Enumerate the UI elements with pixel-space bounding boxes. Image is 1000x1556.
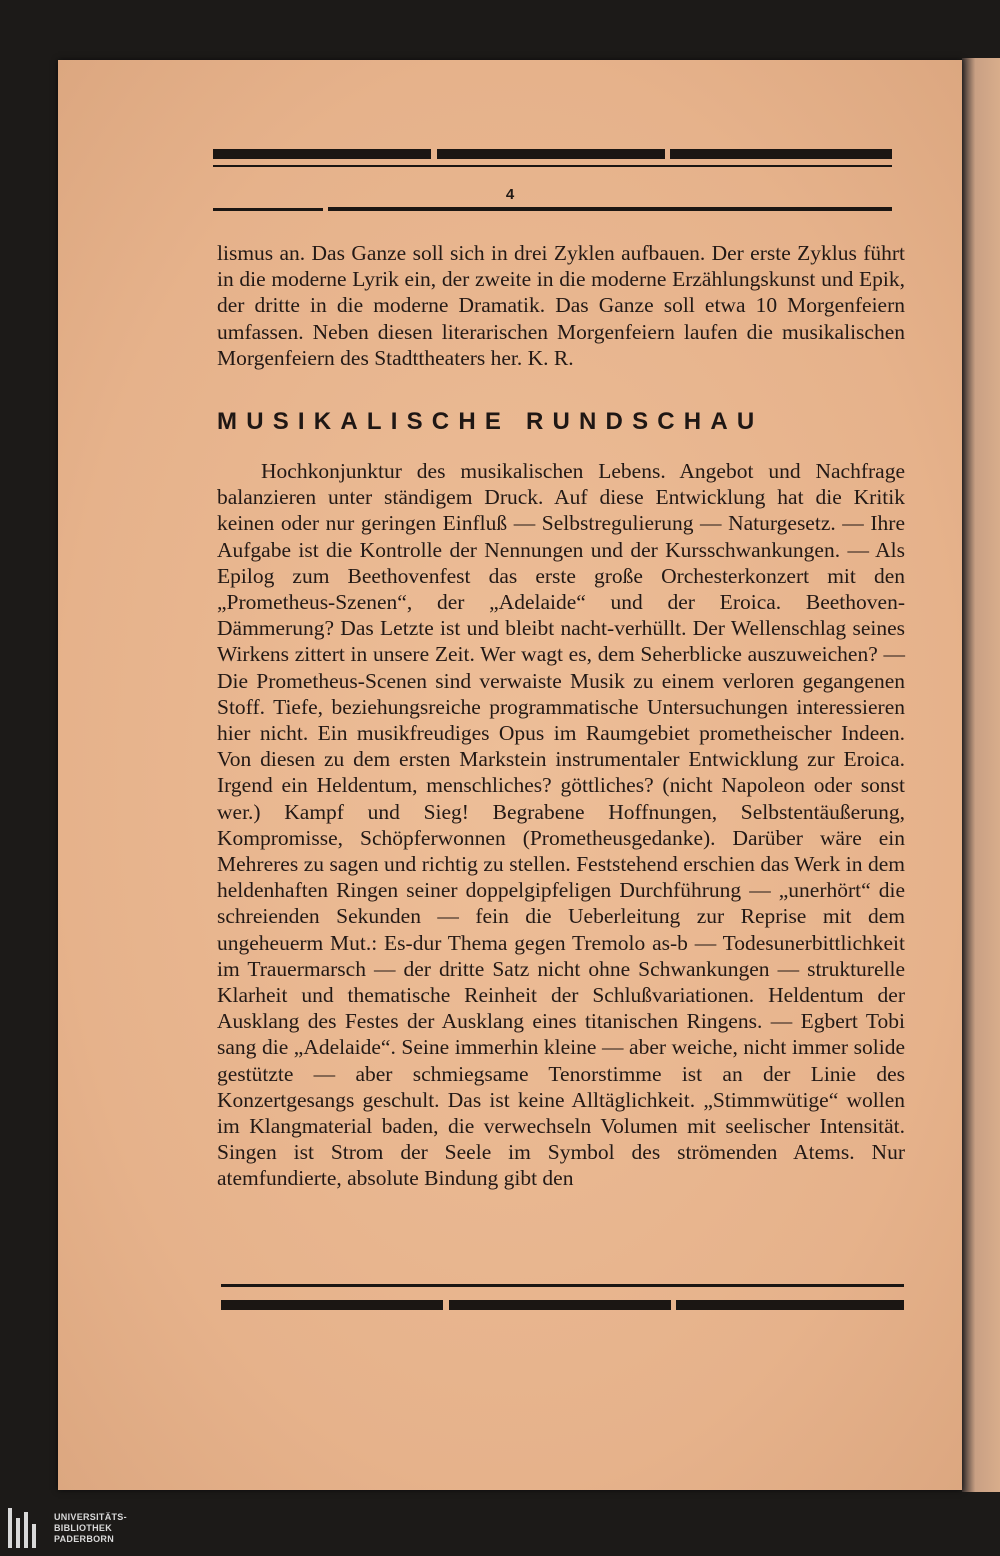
logo-line-1: UNIVERSITÄTS-: [54, 1511, 127, 1522]
carryover-paragraph: [217, 240, 905, 371]
top-rule-segment: [213, 149, 431, 159]
bottom-rule-segment: [221, 1300, 443, 1310]
library-logo-text: [54, 1512, 127, 1545]
library-logo: [8, 1508, 148, 1548]
bottom-thin-rule: [221, 1284, 904, 1287]
top-rule-segment: [437, 149, 665, 159]
logo-line-2: BIBLIOTHEK: [54, 1522, 112, 1533]
header-under-rule: [328, 207, 892, 211]
bottom-rule-segment: [449, 1300, 671, 1310]
section-heading: MUSIKALISCHE RUNDSCHAU: [217, 408, 764, 435]
page-number: 4: [505, 186, 515, 203]
library-logo-mark-icon: [8, 1508, 48, 1548]
review-text: Hochkonjunktur des musikalischen Lebens. Angebot und Nachfrage balanzieren unter ständigem Druck. Auf diese Entwicklung hat die Kritik keinen oder nur geringen Einfluß — Selbstregulierung — Naturgesetz. — Ihre Aufgabe ist die Kontrolle der Nennungen und der Kursschwankungen. — Als Epilog zum Beethovenfest das erste große Orchesterkonzert mit den „Prometheus-Szenen“, der „Adelaide“ und der Eroica. Beethoven-Dämmerung? Das Letzte ist und bleibt nacht-verhüllt. Der Wellenschlag seines Wirkens zittert in unsere Zeit. Wer wagt es, dem Seherblicke auszuweichen? — Die Prometheus-Scenen sind verwaiste Musik zu einem verloren gegangenen Stoff. Tiefe, beziehungsreiche programmatische Untersuchungen interessieren hier nicht. Ein musikfreudiges Opus im Raumgebiet prometheischer Indeen. Von diesen zu dem ersten Markstein instrumentaler Entwicklung zur Eroica. Irgend ein Heldentum, menschliches? göttliches? (nicht Napoleon oder sonst wer.) Kampf und Sieg! Begrabene Hoffnungen, Selbstentäußerung, Kompromisse, Schöpferwonnen (Prometheusgedanke). Darüber wäre ein Mehreres zu sagen und richtig zu stellen. Feststehend erschien das Werk in dem heldenhaften Ringen seiner doppelgipfeligen Durchführung — „unerhört“ die schreienden Sekunden — fein die Ueberleitung zur Reprise mit dem ungeheuerm Mut.: Es-dur Thema gegen Tremolo as-b — Todesunerbittlichkeit im Trauermarsch — der dritte Satz nicht ohne Schwankungen — strukturelle Klarheit und thematische Reinheit der Schlußvariationen. Heldentum der Ausklang des Festes der Ausklang eines titanischen Ringens. — Egbert Tobi sang die „Adelaide“. Seine immerhin kleine — aber weiche, nicht immer solide gestützte — aber schmiegsame Tenorstimme ist an der Linie des Konzertgesangs geschult. Das ist keine Alltäglichkeit. „Stimmwütige“ wollen im Klangmaterial baden, die verwechseln Volumen mit seelischer Intensität. Singen ist Strom der Seele im Symbol des strömenden Atems. Nur atemfundierte, absolute Bindung gibt den: [217, 459, 905, 1191]
bottom-rule-segment: [676, 1300, 904, 1310]
top-rule-segment: [670, 149, 892, 159]
top-thin-rule: [213, 165, 892, 167]
logo-line-3: PADERBORN: [54, 1533, 115, 1544]
adjacent-page-edge: [962, 58, 1000, 1492]
carryover-text: lismus an. Das Ganze soll sich in drei Zyklen aufbauen. Der erste Zyklus führt in die moderne Lyrik ein, der zweite in die moderne Erzählungskunst und Epik, der dritte in die moderne Dramatik. Das Ganze soll etwa 10 Morgenfeiern umfassen. Neben diesen literarischen Morgenfeiern laufen die musikalischen Morgenfeiern des Stadttheaters her. K. R.: [217, 241, 905, 370]
header-under-rule: [213, 208, 323, 211]
review-paragraph: [217, 458, 905, 1192]
